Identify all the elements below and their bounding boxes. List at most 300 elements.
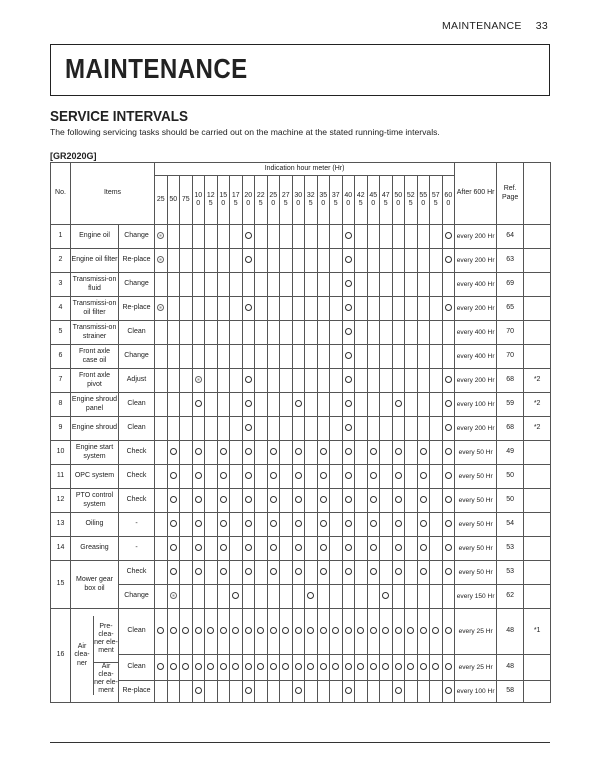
hour-cell bbox=[380, 585, 393, 609]
hour-cell bbox=[280, 441, 293, 465]
hour-cell bbox=[305, 561, 318, 585]
hour-cell bbox=[342, 321, 355, 345]
hour-cell bbox=[392, 441, 405, 465]
hour-cell bbox=[330, 513, 343, 537]
hour-cell bbox=[267, 681, 280, 703]
row-number: 2 bbox=[51, 249, 71, 273]
item-name: Air clea-ner bbox=[71, 616, 94, 695]
hour-cell bbox=[417, 417, 430, 441]
hour-cell bbox=[417, 609, 430, 655]
service-mark bbox=[295, 472, 302, 479]
hour-cell bbox=[305, 513, 318, 537]
hour-cell bbox=[355, 321, 368, 345]
hour-cell bbox=[392, 609, 405, 655]
hour-cell bbox=[392, 585, 405, 609]
hour-cell bbox=[242, 465, 255, 489]
hour-cell bbox=[367, 297, 380, 321]
hour-cell bbox=[255, 393, 268, 417]
row-number: 11 bbox=[51, 465, 71, 489]
hour-cell bbox=[405, 369, 418, 393]
hour-cell bbox=[292, 225, 305, 249]
hour-cell bbox=[180, 441, 193, 465]
hour-cell bbox=[242, 537, 255, 561]
hour-cell bbox=[242, 417, 255, 441]
note: *2 bbox=[524, 393, 551, 417]
service-mark bbox=[270, 496, 277, 503]
col-header-meter: Indication hour meter (Hr) bbox=[155, 163, 455, 176]
hour-cell bbox=[380, 489, 393, 513]
hour-cell bbox=[405, 655, 418, 681]
hour-cell bbox=[205, 513, 218, 537]
after-interval: every 400 Hr bbox=[455, 345, 497, 369]
hour-cell bbox=[155, 297, 168, 321]
hour-header: 450 bbox=[367, 176, 380, 225]
hour-cell bbox=[355, 249, 368, 273]
after-interval: every 50 Hr bbox=[455, 465, 497, 489]
service-mark bbox=[195, 496, 202, 503]
hour-cell bbox=[192, 655, 205, 681]
service-mark bbox=[445, 232, 452, 239]
service-mark bbox=[345, 280, 352, 287]
hour-cell bbox=[442, 513, 455, 537]
note bbox=[524, 585, 551, 609]
hour-cell bbox=[392, 489, 405, 513]
hour-cell bbox=[342, 441, 355, 465]
hour-cell bbox=[180, 609, 193, 655]
hour-cell bbox=[242, 321, 255, 345]
hour-cell bbox=[392, 345, 405, 369]
service-mark bbox=[320, 448, 327, 455]
hour-cell bbox=[355, 297, 368, 321]
page-number: 33 bbox=[535, 20, 548, 32]
hour-cell bbox=[292, 537, 305, 561]
hour-cell bbox=[392, 513, 405, 537]
hour-cell bbox=[205, 681, 218, 703]
hour-cell bbox=[217, 561, 230, 585]
hour-cell bbox=[217, 297, 230, 321]
hour-cell bbox=[180, 345, 193, 369]
hour-cell bbox=[292, 681, 305, 703]
item-name: Transmissi-on strainer bbox=[71, 321, 119, 345]
service-mark bbox=[307, 663, 314, 670]
item-name: PTO control system bbox=[71, 489, 119, 513]
hour-cell bbox=[230, 249, 243, 273]
service-mark bbox=[332, 627, 339, 634]
service-mark bbox=[245, 544, 252, 551]
hour-cell bbox=[317, 585, 330, 609]
service-mark bbox=[420, 448, 427, 455]
service-mark bbox=[445, 520, 452, 527]
table-row bbox=[51, 417, 551, 441]
note bbox=[524, 225, 551, 249]
table-row bbox=[51, 249, 551, 273]
service-mark bbox=[370, 663, 377, 670]
service-mark bbox=[220, 472, 227, 479]
hour-cell bbox=[267, 489, 280, 513]
row-number: 7 bbox=[51, 369, 71, 393]
note bbox=[524, 345, 551, 369]
hour-cell bbox=[330, 561, 343, 585]
service-mark bbox=[420, 520, 427, 527]
action: Clean bbox=[119, 655, 155, 681]
service-mark bbox=[382, 627, 389, 634]
hour-cell bbox=[205, 537, 218, 561]
hour-cell bbox=[192, 417, 205, 441]
hour-cell bbox=[167, 369, 180, 393]
hour-cell bbox=[380, 537, 393, 561]
hour-cell bbox=[405, 393, 418, 417]
action: Check bbox=[119, 441, 155, 465]
hour-cell bbox=[342, 513, 355, 537]
hour-cell bbox=[155, 393, 168, 417]
hour-cell bbox=[430, 345, 443, 369]
note bbox=[524, 537, 551, 561]
service-mark bbox=[345, 352, 352, 359]
hour-cell bbox=[167, 345, 180, 369]
hour-cell bbox=[217, 513, 230, 537]
hour-cell bbox=[330, 249, 343, 273]
hour-cell bbox=[317, 441, 330, 465]
hour-cell bbox=[267, 561, 280, 585]
hour-cell bbox=[230, 273, 243, 297]
hour-cell bbox=[442, 249, 455, 273]
hour-cell bbox=[342, 681, 355, 703]
hour-cell bbox=[292, 513, 305, 537]
service-mark bbox=[445, 568, 452, 575]
note bbox=[524, 465, 551, 489]
hour-cell bbox=[255, 655, 268, 681]
ref-page: 58 bbox=[497, 681, 524, 703]
row-number: 15 bbox=[51, 561, 71, 609]
action: Check bbox=[119, 561, 155, 585]
service-mark bbox=[270, 627, 277, 634]
running-head-section: MAINTENANCE bbox=[441, 20, 522, 32]
hour-cell bbox=[417, 225, 430, 249]
hour-header: 75 bbox=[180, 176, 193, 225]
hour-cell bbox=[280, 655, 293, 681]
hour-cell bbox=[342, 345, 355, 369]
service-mark bbox=[320, 520, 327, 527]
service-mark bbox=[345, 256, 352, 263]
hour-cell bbox=[380, 225, 393, 249]
after-interval: every 25 Hr bbox=[455, 655, 497, 681]
hour-cell bbox=[417, 297, 430, 321]
hour-cell bbox=[305, 441, 318, 465]
service-mark bbox=[345, 520, 352, 527]
action: Re-place bbox=[119, 297, 155, 321]
hour-cell bbox=[355, 655, 368, 681]
hour-cell bbox=[330, 297, 343, 321]
hour-cell bbox=[442, 609, 455, 655]
hour-cell bbox=[430, 609, 443, 655]
service-mark bbox=[220, 496, 227, 503]
hour-cell bbox=[317, 609, 330, 655]
hour-cell bbox=[280, 225, 293, 249]
hour-cell bbox=[292, 345, 305, 369]
hour-cell bbox=[380, 273, 393, 297]
hour-cell bbox=[267, 249, 280, 273]
hour-cell bbox=[330, 417, 343, 441]
hour-cell bbox=[430, 489, 443, 513]
hour-header: 425 bbox=[355, 176, 368, 225]
hour-cell bbox=[155, 681, 168, 703]
service-mark bbox=[245, 472, 252, 479]
service-mark bbox=[295, 568, 302, 575]
table-row bbox=[51, 273, 551, 297]
hour-cell bbox=[180, 369, 193, 393]
service-mark bbox=[395, 568, 402, 575]
service-mark bbox=[420, 472, 427, 479]
service-mark bbox=[445, 304, 452, 311]
hour-cell bbox=[255, 273, 268, 297]
table-row bbox=[51, 225, 551, 249]
hour-cell bbox=[205, 345, 218, 369]
note bbox=[524, 561, 551, 585]
service-mark bbox=[357, 663, 364, 670]
hour-header: 550 bbox=[417, 176, 430, 225]
col-header-ref: Ref. Page bbox=[497, 163, 524, 225]
note bbox=[524, 441, 551, 465]
service-mark bbox=[320, 496, 327, 503]
hour-cell bbox=[192, 393, 205, 417]
service-mark bbox=[395, 448, 402, 455]
hour-cell bbox=[280, 585, 293, 609]
ref-page: 50 bbox=[497, 489, 524, 513]
service-mark bbox=[270, 568, 277, 575]
hour-cell bbox=[217, 369, 230, 393]
hour-cell bbox=[267, 369, 280, 393]
hour-header: 375 bbox=[330, 176, 343, 225]
hour-cell bbox=[342, 655, 355, 681]
hour-cell bbox=[192, 561, 205, 585]
hour-cell bbox=[280, 465, 293, 489]
hour-cell bbox=[305, 393, 318, 417]
hour-cell bbox=[417, 537, 430, 561]
hour-header: 150 bbox=[217, 176, 230, 225]
hour-header: 225 bbox=[255, 176, 268, 225]
service-mark bbox=[195, 568, 202, 575]
hour-cell bbox=[405, 297, 418, 321]
ref-page: 53 bbox=[497, 561, 524, 585]
hour-header: 25 bbox=[155, 176, 168, 225]
hour-cell bbox=[180, 273, 193, 297]
hour-cell bbox=[305, 655, 318, 681]
hour-cell bbox=[230, 393, 243, 417]
ref-page: 64 bbox=[497, 225, 524, 249]
col-header-items: Items bbox=[71, 163, 155, 225]
hour-cell bbox=[205, 321, 218, 345]
hour-cell bbox=[355, 273, 368, 297]
hour-cell bbox=[330, 321, 343, 345]
hour-cell bbox=[155, 417, 168, 441]
hour-cell bbox=[380, 465, 393, 489]
hour-cell bbox=[305, 537, 318, 561]
service-mark bbox=[370, 544, 377, 551]
hour-cell bbox=[192, 273, 205, 297]
hour-header: 200 bbox=[242, 176, 255, 225]
section-description: The following servicing tasks should be carried out on the machine at the stated running-time intervals. bbox=[50, 127, 440, 137]
hour-cell bbox=[380, 345, 393, 369]
hour-cell bbox=[217, 441, 230, 465]
hour-cell bbox=[292, 561, 305, 585]
service-mark bbox=[420, 627, 427, 634]
service-mark bbox=[432, 627, 439, 634]
hour-cell bbox=[217, 249, 230, 273]
service-mark bbox=[232, 592, 239, 599]
hour-cell bbox=[417, 681, 430, 703]
hour-cell bbox=[267, 225, 280, 249]
hour-cell bbox=[380, 513, 393, 537]
table-row bbox=[51, 321, 551, 345]
service-mark bbox=[395, 663, 402, 670]
hour-cell bbox=[155, 513, 168, 537]
service-mark bbox=[445, 400, 452, 407]
service-mark bbox=[370, 472, 377, 479]
item-name: OPC system bbox=[71, 465, 119, 489]
item-name: Engine oil bbox=[71, 225, 119, 249]
hour-cell bbox=[217, 681, 230, 703]
note: *2 bbox=[524, 369, 551, 393]
service-mark bbox=[245, 304, 252, 311]
hour-cell bbox=[430, 321, 443, 345]
hour-cell bbox=[255, 345, 268, 369]
hour-cell bbox=[367, 561, 380, 585]
hour-cell bbox=[367, 609, 380, 655]
hour-cell bbox=[380, 393, 393, 417]
hour-cell bbox=[280, 273, 293, 297]
hour-cell bbox=[355, 537, 368, 561]
service-mark bbox=[170, 520, 177, 527]
hour-cell bbox=[317, 345, 330, 369]
service-mark bbox=[445, 256, 452, 263]
service-mark bbox=[170, 448, 177, 455]
item-name: Engine shroud bbox=[71, 417, 119, 441]
action: Clean bbox=[119, 609, 155, 655]
hour-cell bbox=[292, 417, 305, 441]
hour-cell bbox=[405, 249, 418, 273]
hour-cell bbox=[205, 273, 218, 297]
hour-cell bbox=[317, 537, 330, 561]
service-mark bbox=[245, 424, 252, 431]
hour-cell bbox=[242, 393, 255, 417]
service-mark bbox=[220, 544, 227, 551]
service-mark bbox=[345, 627, 352, 634]
hour-cell bbox=[342, 561, 355, 585]
table-row bbox=[51, 297, 551, 321]
hour-cell bbox=[167, 655, 180, 681]
hour-cell bbox=[367, 249, 380, 273]
service-mark bbox=[295, 544, 302, 551]
hour-cell bbox=[380, 369, 393, 393]
service-mark bbox=[445, 496, 452, 503]
hour-cell bbox=[355, 465, 368, 489]
service-mark bbox=[420, 496, 427, 503]
after-interval: every 400 Hr bbox=[455, 321, 497, 345]
service-mark bbox=[257, 663, 264, 670]
hour-cell bbox=[355, 417, 368, 441]
hour-cell bbox=[205, 585, 218, 609]
hour-cell bbox=[230, 489, 243, 513]
hour-header: 525 bbox=[405, 176, 418, 225]
item-name: Transmissi-on fluid bbox=[71, 273, 119, 297]
service-mark bbox=[370, 568, 377, 575]
hour-cell bbox=[392, 369, 405, 393]
hour-cell bbox=[380, 249, 393, 273]
row-number: 12 bbox=[51, 489, 71, 513]
service-mark bbox=[345, 448, 352, 455]
hour-cell bbox=[442, 417, 455, 441]
hour-cell bbox=[330, 655, 343, 681]
service-mark bbox=[395, 496, 402, 503]
hour-cell bbox=[380, 321, 393, 345]
hour-cell bbox=[267, 345, 280, 369]
hour-cell bbox=[442, 465, 455, 489]
hour-cell bbox=[292, 297, 305, 321]
service-mark bbox=[420, 544, 427, 551]
hour-cell bbox=[180, 249, 193, 273]
hour-cell bbox=[405, 273, 418, 297]
hour-cell bbox=[267, 585, 280, 609]
table-row bbox=[51, 345, 551, 369]
hour-cell bbox=[442, 393, 455, 417]
hour-cell bbox=[230, 513, 243, 537]
hour-cell bbox=[405, 225, 418, 249]
hour-header: 475 bbox=[380, 176, 393, 225]
hour-cell bbox=[430, 249, 443, 273]
hour-cell bbox=[242, 561, 255, 585]
hour-cell bbox=[255, 489, 268, 513]
hour-header: 500 bbox=[392, 176, 405, 225]
row-number: 9 bbox=[51, 417, 71, 441]
hour-cell bbox=[342, 465, 355, 489]
hour-cell bbox=[330, 585, 343, 609]
hour-cell bbox=[330, 393, 343, 417]
hour-cell bbox=[255, 585, 268, 609]
hour-cell bbox=[280, 561, 293, 585]
hour-cell bbox=[167, 441, 180, 465]
hour-cell bbox=[380, 417, 393, 441]
hour-cell bbox=[367, 655, 380, 681]
hour-cell bbox=[192, 465, 205, 489]
hour-cell bbox=[417, 465, 430, 489]
hour-cell bbox=[155, 609, 168, 655]
service-mark bbox=[195, 544, 202, 551]
service-mark bbox=[370, 448, 377, 455]
hour-cell bbox=[180, 393, 193, 417]
hour-cell bbox=[267, 513, 280, 537]
ref-page: 62 bbox=[497, 585, 524, 609]
hour-cell bbox=[442, 273, 455, 297]
hour-cell bbox=[205, 393, 218, 417]
service-mark bbox=[382, 663, 389, 670]
hour-cell bbox=[180, 225, 193, 249]
hour-cell bbox=[280, 369, 293, 393]
after-interval: every 200 Hr bbox=[455, 249, 497, 273]
hour-cell bbox=[155, 655, 168, 681]
service-mark bbox=[295, 627, 302, 634]
after-interval: every 50 Hr bbox=[455, 537, 497, 561]
hour-cell bbox=[355, 345, 368, 369]
hour-cell bbox=[280, 393, 293, 417]
hour-cell bbox=[442, 537, 455, 561]
hour-cell bbox=[442, 681, 455, 703]
hour-cell bbox=[167, 249, 180, 273]
hour-cell bbox=[242, 345, 255, 369]
hour-cell bbox=[305, 585, 318, 609]
hour-cell bbox=[167, 489, 180, 513]
hour-cell bbox=[242, 297, 255, 321]
service-mark bbox=[195, 627, 202, 634]
